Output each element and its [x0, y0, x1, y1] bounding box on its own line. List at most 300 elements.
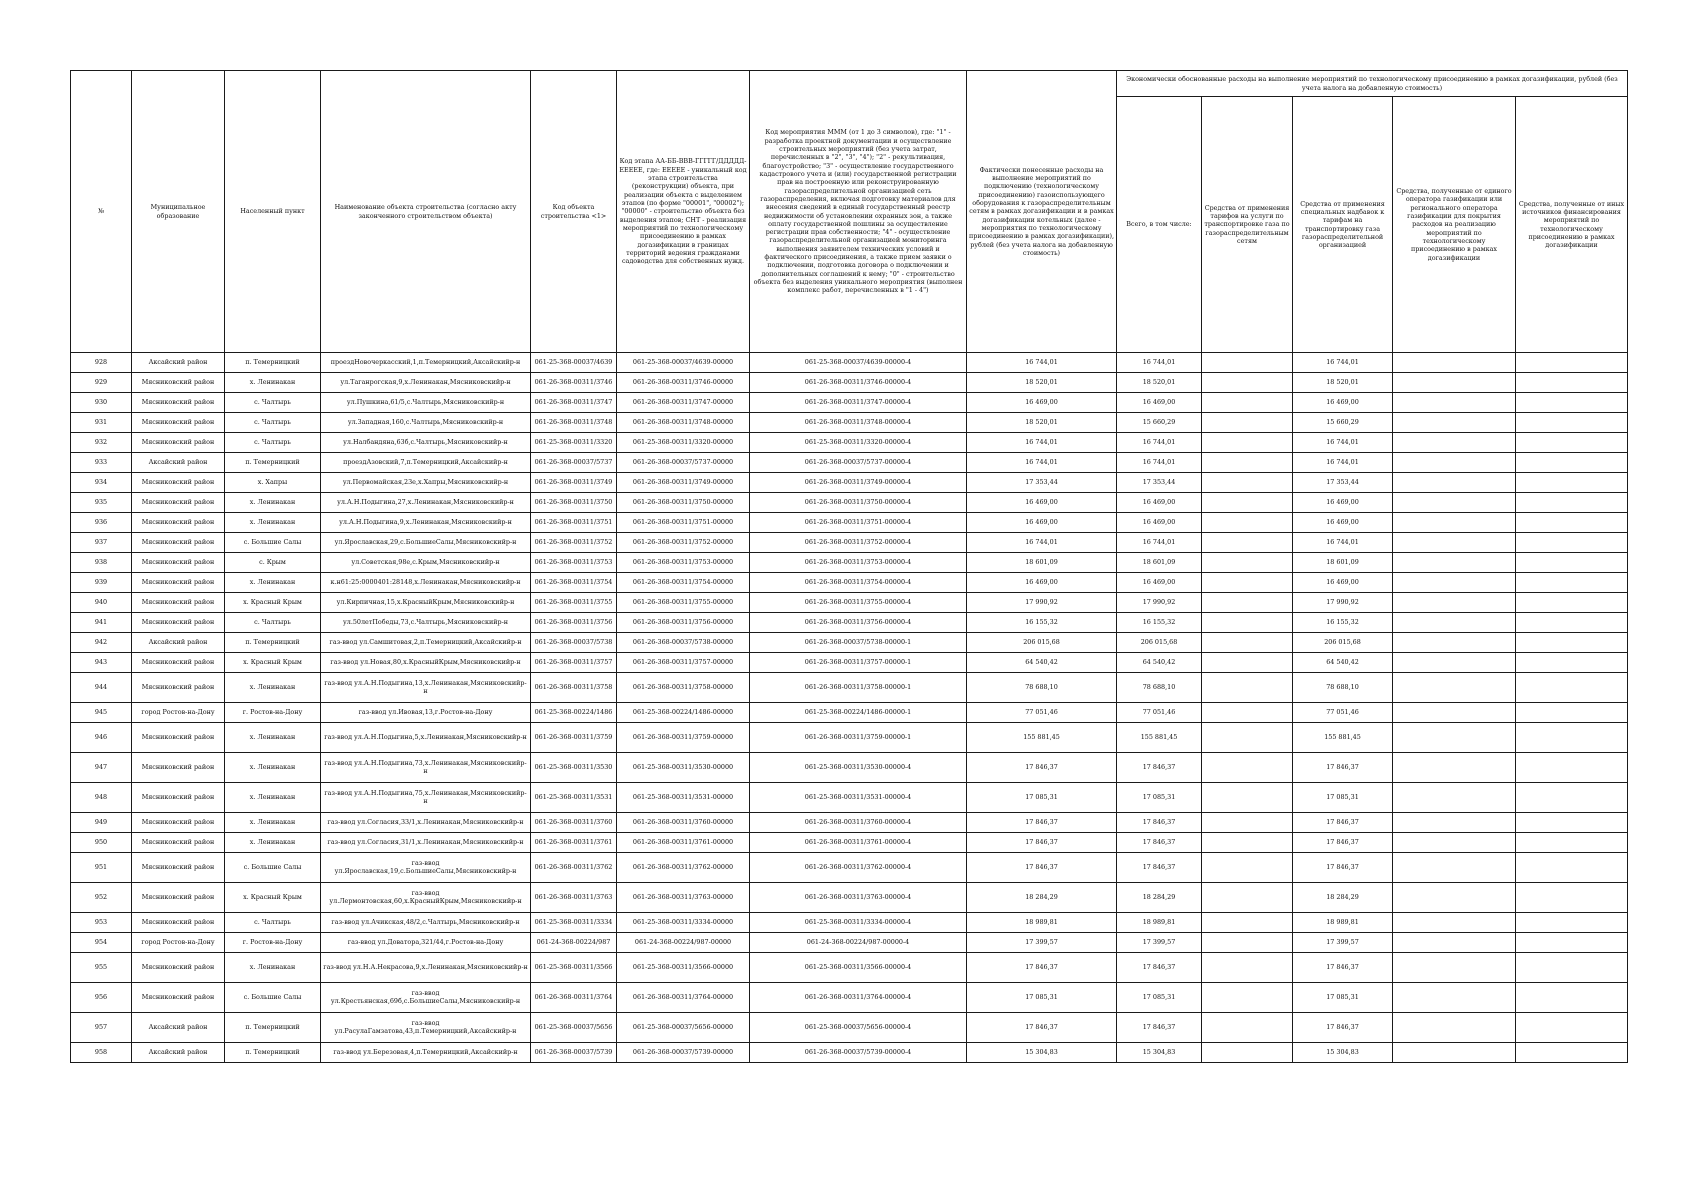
- single-operator-cell: [1393, 853, 1516, 883]
- object-code-cell: 061-25-368-00311/3566: [531, 953, 617, 983]
- single-operator-cell: [1393, 553, 1516, 573]
- table-row: [71, 753, 1628, 783]
- special-markups-cell: 206 015,68: [1293, 633, 1393, 653]
- single-operator-cell: [1393, 753, 1516, 783]
- total-cell: 18 284,29: [1117, 883, 1202, 913]
- actual-costs-cell: 17 846,37: [967, 813, 1117, 833]
- settlement-cell: с. Большие Салы: [225, 853, 321, 883]
- stage-code-cell: 061-26-368-00037/5737-00000: [617, 453, 750, 473]
- header-single-operator: Средства, полученные от единого оператора газификации или регионального оператора газификации для покрытия расходов на реализацию мероприятий по технологическому присоединению в рамках догазификации: [1393, 97, 1516, 353]
- row-number: 955: [71, 953, 132, 983]
- actual-costs-cell: 16 469,00: [967, 513, 1117, 533]
- other-sources-cell: [1516, 833, 1628, 853]
- single-operator-cell: [1393, 983, 1516, 1013]
- municipality-cell: Мясниковский район: [132, 373, 225, 393]
- tariff-transport-cell: [1202, 473, 1293, 493]
- row-number: 940: [71, 593, 132, 613]
- header-municipality: Муниципальное образование: [132, 71, 225, 353]
- object-name-cell: газ-ввод ул.Самшитовая,2,п.Темерницкий,Аксайскийр-н: [321, 633, 531, 653]
- object-code-cell: 061-24-368-00224/987: [531, 933, 617, 953]
- special-markups-cell: 15 660,29: [1293, 413, 1393, 433]
- stage-code-cell: 061-26-368-00311/3753-00000: [617, 553, 750, 573]
- object-code-cell: 061-26-368-00311/3749: [531, 473, 617, 493]
- total-cell: 16 744,01: [1117, 433, 1202, 453]
- row-number: 936: [71, 513, 132, 533]
- municipality-cell: город Ростов-на-Дону: [132, 703, 225, 723]
- municipality-cell: Мясниковский район: [132, 673, 225, 703]
- actual-costs-cell: 18 520,01: [967, 373, 1117, 393]
- row-number: 946: [71, 723, 132, 753]
- total-cell: 16 744,01: [1117, 453, 1202, 473]
- municipality-cell: Мясниковский район: [132, 833, 225, 853]
- tariff-transport-cell: [1202, 753, 1293, 783]
- special-markups-cell: 16 469,00: [1293, 573, 1393, 593]
- object-name-cell: газ-ввод ул.Н.А.Некрасова,9,х.Ленинакан,Мясниковскийр-н: [321, 953, 531, 983]
- actual-costs-cell: 17 353,44: [967, 473, 1117, 493]
- single-operator-cell: [1393, 633, 1516, 653]
- special-markups-cell: 17 846,37: [1293, 953, 1393, 983]
- actual-costs-cell: 16 744,01: [967, 353, 1117, 373]
- other-sources-cell: [1516, 983, 1628, 1013]
- single-operator-cell: [1393, 653, 1516, 673]
- tariff-transport-cell: [1202, 1043, 1293, 1063]
- row-number: 929: [71, 373, 132, 393]
- table-row: [71, 613, 1628, 633]
- stage-code-cell: 061-25-368-00311/3531-00000: [617, 783, 750, 813]
- other-sources-cell: [1516, 413, 1628, 433]
- other-sources-cell: [1516, 493, 1628, 513]
- stage-code-cell: 061-26-368-00037/5738-00000: [617, 633, 750, 653]
- event-code-cell: 061-25-368-00311/3334-00000-4: [750, 913, 967, 933]
- municipality-cell: Мясниковский район: [132, 913, 225, 933]
- other-sources-cell: [1516, 1013, 1628, 1043]
- object-name-cell: проездНовочеркасский,1,п.Темерницкий,Аксайскийр-н: [321, 353, 531, 373]
- event-code-cell: 061-26-368-00311/3758-00000-1: [750, 673, 967, 703]
- total-cell: 64 540,42: [1117, 653, 1202, 673]
- object-code-cell: 061-26-368-00311/3754: [531, 573, 617, 593]
- actual-costs-cell: 18 601,09: [967, 553, 1117, 573]
- single-operator-cell: [1393, 573, 1516, 593]
- table-row: [71, 933, 1628, 953]
- stage-code-cell: 061-26-368-00311/3748-00000: [617, 413, 750, 433]
- table-row: [71, 553, 1628, 573]
- object-code-cell: 061-26-368-00311/3761: [531, 833, 617, 853]
- event-code-cell: 061-25-368-00224/1486-00000-1: [750, 703, 967, 723]
- table-row: [71, 983, 1628, 1013]
- settlement-cell: х. Ленинакан: [225, 783, 321, 813]
- tariff-transport-cell: [1202, 723, 1293, 753]
- special-markups-cell: 15 304,83: [1293, 1043, 1393, 1063]
- row-number: 933: [71, 453, 132, 473]
- object-name-cell: ул.Налбандяна,63б,с.Чалтырь,Мясниковскийр-н: [321, 433, 531, 453]
- settlement-cell: с. Чалтырь: [225, 613, 321, 633]
- table-row: [71, 573, 1628, 593]
- other-sources-cell: [1516, 813, 1628, 833]
- table-body: [71, 353, 1628, 1063]
- municipality-cell: Аксайский район: [132, 1013, 225, 1043]
- municipality-cell: Мясниковский район: [132, 613, 225, 633]
- event-code-cell: 061-25-368-00311/3566-00000-4: [750, 953, 967, 983]
- row-number: 937: [71, 533, 132, 553]
- settlement-cell: с. Чалтырь: [225, 433, 321, 453]
- object-name-cell: газ-ввод ул.РасулаГамзатова,43,п.Темерницкий,Аксайскийр-н: [321, 1013, 531, 1043]
- municipality-cell: Мясниковский район: [132, 813, 225, 833]
- special-markups-cell: 16 469,00: [1293, 513, 1393, 533]
- dogasification-costs-table: [70, 70, 1628, 1063]
- object-code-cell: 061-26-368-00311/3756: [531, 613, 617, 633]
- row-number: 932: [71, 433, 132, 453]
- row-number: 930: [71, 393, 132, 413]
- header-actual-costs: Фактически понесенные расходы на выполнение мероприятий по подключению (технологическому присоединению) газоиспользующего оборудования к газораспределительным сетям в рамках догазификации и в рамках догазификации котельных (далее - мероприятия по технологическому присоединению в рамках догазификации), рублей (без учета налога на добавленную стоимость): [967, 71, 1117, 353]
- total-cell: 17 990,92: [1117, 593, 1202, 613]
- municipality-cell: Аксайский район: [132, 633, 225, 653]
- object-code-cell: 061-25-368-00311/3320: [531, 433, 617, 453]
- tariff-transport-cell: [1202, 413, 1293, 433]
- table-row: [71, 533, 1628, 553]
- settlement-cell: с. Крым: [225, 553, 321, 573]
- event-code-cell: 061-26-368-00311/3762-00000-4: [750, 853, 967, 883]
- actual-costs-cell: 17 399,57: [967, 933, 1117, 953]
- municipality-cell: Мясниковский район: [132, 573, 225, 593]
- settlement-cell: х. Ленинакан: [225, 513, 321, 533]
- header-num: №: [71, 71, 132, 353]
- total-cell: 17 846,37: [1117, 753, 1202, 783]
- total-cell: 18 989,81: [1117, 913, 1202, 933]
- table-row: [71, 633, 1628, 653]
- single-operator-cell: [1393, 723, 1516, 753]
- actual-costs-cell: 16 155,32: [967, 613, 1117, 633]
- settlement-cell: п. Темерницкий: [225, 353, 321, 373]
- municipality-cell: Мясниковский район: [132, 533, 225, 553]
- tariff-transport-cell: [1202, 513, 1293, 533]
- total-cell: 16 744,01: [1117, 533, 1202, 553]
- object-code-cell: 061-25-368-00311/3530: [531, 753, 617, 783]
- total-cell: 16 469,00: [1117, 573, 1202, 593]
- tariff-transport-cell: [1202, 833, 1293, 853]
- single-operator-cell: [1393, 513, 1516, 533]
- stage-code-cell: 061-25-368-00311/3320-00000: [617, 433, 750, 453]
- row-number: 952: [71, 883, 132, 913]
- event-code-cell: 061-24-368-00224/987-00000-4: [750, 933, 967, 953]
- other-sources-cell: [1516, 533, 1628, 553]
- other-sources-cell: [1516, 723, 1628, 753]
- stage-code-cell: 061-26-368-00311/3754-00000: [617, 573, 750, 593]
- other-sources-cell: [1516, 593, 1628, 613]
- event-code-cell: 061-26-368-00311/3754-00000-4: [750, 573, 967, 593]
- row-number: 942: [71, 633, 132, 653]
- object-name-cell: ул.Кирпичная,15,х.КрасныйКрым,Мясниковскийр-н: [321, 593, 531, 613]
- single-operator-cell: [1393, 1043, 1516, 1063]
- special-markups-cell: 155 881,45: [1293, 723, 1393, 753]
- row-number: 935: [71, 493, 132, 513]
- header-special-markups: Средства от применения специальных надбавок к тарифам на транспортировку газа газораспределительной организацией: [1293, 97, 1393, 353]
- settlement-cell: х. Красный Крым: [225, 653, 321, 673]
- table-row: [71, 393, 1628, 413]
- settlement-cell: х. Красный Крым: [225, 593, 321, 613]
- event-code-cell: 061-26-368-00311/3759-00000-1: [750, 723, 967, 753]
- single-operator-cell: [1393, 373, 1516, 393]
- municipality-cell: Аксайский район: [132, 453, 225, 473]
- total-cell: 15 304,83: [1117, 1043, 1202, 1063]
- row-number: 943: [71, 653, 132, 673]
- municipality-cell: Мясниковский район: [132, 783, 225, 813]
- object-code-cell: 061-25-368-00037/4639: [531, 353, 617, 373]
- actual-costs-cell: 17 846,37: [967, 753, 1117, 783]
- municipality-cell: Мясниковский район: [132, 853, 225, 883]
- settlement-cell: п. Темерницкий: [225, 453, 321, 473]
- tariff-transport-cell: [1202, 983, 1293, 1013]
- event-code-cell: 061-26-368-00311/3755-00000-4: [750, 593, 967, 613]
- stage-code-cell: 061-26-368-00311/3755-00000: [617, 593, 750, 613]
- tariff-transport-cell: [1202, 353, 1293, 373]
- municipality-cell: Аксайский район: [132, 1043, 225, 1063]
- settlement-cell: с. Большие Салы: [225, 983, 321, 1013]
- event-code-cell: 061-25-368-00037/4639-00000-4: [750, 353, 967, 373]
- total-cell: 16 155,32: [1117, 613, 1202, 633]
- object-name-cell: газ-ввод ул.Ачикская,48/2,с.Чалтырь,Мясниковскийр-н: [321, 913, 531, 933]
- object-name-cell: газ-ввод ул.Доватора,321/44,г.Ростов-на-Дону: [321, 933, 531, 953]
- table-row: [71, 833, 1628, 853]
- object-code-cell: 061-26-368-00311/3759: [531, 723, 617, 753]
- stage-code-cell: 061-26-368-00311/3760-00000: [617, 813, 750, 833]
- tariff-transport-cell: [1202, 813, 1293, 833]
- settlement-cell: х. Ленинакан: [225, 833, 321, 853]
- other-sources-cell: [1516, 433, 1628, 453]
- table-row: [71, 493, 1628, 513]
- stage-code-cell: 061-26-368-00037/5739-00000: [617, 1043, 750, 1063]
- object-name-cell: газ-ввод ул.А.Н.Подыгина,75,х.Ленинакан,Мясниковскийр-н: [321, 783, 531, 813]
- tariff-transport-cell: [1202, 703, 1293, 723]
- other-sources-cell: [1516, 613, 1628, 633]
- row-number: 951: [71, 853, 132, 883]
- other-sources-cell: [1516, 633, 1628, 653]
- other-sources-cell: [1516, 853, 1628, 883]
- special-markups-cell: 16 744,01: [1293, 433, 1393, 453]
- object-code-cell: 061-26-368-00311/3752: [531, 533, 617, 553]
- object-name-cell: газ-ввод ул.Согласия,31/1,х.Ленинакан,Мясниковскийр-н: [321, 833, 531, 853]
- event-code-cell: 061-26-368-00311/3760-00000-4: [750, 813, 967, 833]
- municipality-cell: Мясниковский район: [132, 393, 225, 413]
- settlement-cell: п. Темерницкий: [225, 1013, 321, 1043]
- table-row: [71, 413, 1628, 433]
- header-settlement: Населенный пункт: [225, 71, 321, 353]
- event-code-cell: 061-26-368-00311/3749-00000-4: [750, 473, 967, 493]
- object-code-cell: 061-26-368-00311/3750: [531, 493, 617, 513]
- event-code-cell: 061-26-368-00311/3764-00000-4: [750, 983, 967, 1013]
- tariff-transport-cell: [1202, 433, 1293, 453]
- stage-code-cell: 061-26-368-00311/3749-00000: [617, 473, 750, 493]
- stage-code-cell: 061-26-368-00311/3761-00000: [617, 833, 750, 853]
- municipality-cell: Мясниковский район: [132, 953, 225, 983]
- row-number: 944: [71, 673, 132, 703]
- object-code-cell: 061-25-368-00037/5656: [531, 1013, 617, 1043]
- total-cell: 17 846,37: [1117, 853, 1202, 883]
- municipality-cell: Мясниковский район: [132, 883, 225, 913]
- settlement-cell: х. Ленинакан: [225, 673, 321, 703]
- settlement-cell: п. Темерницкий: [225, 1043, 321, 1063]
- event-code-cell: 061-26-368-00311/3761-00000-4: [750, 833, 967, 853]
- special-markups-cell: 16 744,01: [1293, 453, 1393, 473]
- object-name-cell: ул.А.Н.Подыгина,27,х.Ленинакан,Мясниковскийр-н: [321, 493, 531, 513]
- single-operator-cell: [1393, 613, 1516, 633]
- event-code-cell: 061-25-368-00311/3530-00000-4: [750, 753, 967, 783]
- other-sources-cell: [1516, 513, 1628, 533]
- tariff-transport-cell: [1202, 913, 1293, 933]
- tariff-transport-cell: [1202, 393, 1293, 413]
- object-code-cell: 061-26-368-00037/5738: [531, 633, 617, 653]
- actual-costs-cell: 64 540,42: [967, 653, 1117, 673]
- header-row-1: [71, 71, 1628, 97]
- special-markups-cell: 16 155,32: [1293, 613, 1393, 633]
- settlement-cell: г. Ростов-на-Дону: [225, 703, 321, 723]
- object-name-cell: газ-ввод ул.А.Н.Подыгина,73,х.Ленинакан,Мясниковскийр-н: [321, 753, 531, 783]
- event-code-cell: 061-26-368-00311/3751-00000-4: [750, 513, 967, 533]
- total-cell: 77 051,46: [1117, 703, 1202, 723]
- event-code-cell: 061-26-368-00311/3763-00000-4: [750, 883, 967, 913]
- actual-costs-cell: 77 051,46: [967, 703, 1117, 723]
- event-code-cell: 061-26-368-00311/3750-00000-4: [750, 493, 967, 513]
- municipality-cell: Мясниковский район: [132, 593, 225, 613]
- actual-costs-cell: 17 990,92: [967, 593, 1117, 613]
- tariff-transport-cell: [1202, 373, 1293, 393]
- special-markups-cell: 17 085,31: [1293, 983, 1393, 1013]
- stage-code-cell: 061-26-368-00311/3750-00000: [617, 493, 750, 513]
- settlement-cell: х. Хапры: [225, 473, 321, 493]
- header-economic-group: Экономически обоснованные расходы на выполнение мероприятий по технологическому присоединению в рамках догазификации, рублей (без учета налога на добавленную стоимость): [1117, 71, 1628, 97]
- special-markups-cell: 18 520,01: [1293, 373, 1393, 393]
- object-code-cell: 061-26-368-00311/3748: [531, 413, 617, 433]
- total-cell: 17 846,37: [1117, 813, 1202, 833]
- object-code-cell: 061-25-368-00311/3334: [531, 913, 617, 933]
- actual-costs-cell: 16 469,00: [967, 493, 1117, 513]
- object-code-cell: 061-26-368-00037/5739: [531, 1043, 617, 1063]
- object-code-cell: 061-25-368-00224/1486: [531, 703, 617, 723]
- other-sources-cell: [1516, 953, 1628, 983]
- object-name-cell: ул.Первомайская,23е,х.Хапры,Мясниковскийр-н: [321, 473, 531, 493]
- municipality-cell: Мясниковский район: [132, 753, 225, 783]
- other-sources-cell: [1516, 573, 1628, 593]
- object-name-cell: газ-ввод ул.Ярославская,19,с.БольшиеСалы,Мясниковскийр-н: [321, 853, 531, 883]
- table-row: [71, 953, 1628, 983]
- object-name-cell: ул.Западная,160,с.Чалтырь,Мясниковскийр-н: [321, 413, 531, 433]
- event-code-cell: 061-26-368-00037/5739-00000-4: [750, 1043, 967, 1063]
- total-cell: 16 469,00: [1117, 513, 1202, 533]
- settlement-cell: с. Большие Салы: [225, 533, 321, 553]
- total-cell: 17 846,37: [1117, 1013, 1202, 1043]
- tariff-transport-cell: [1202, 883, 1293, 913]
- stage-code-cell: 061-26-368-00311/3763-00000: [617, 883, 750, 913]
- row-number: 949: [71, 813, 132, 833]
- event-code-cell: 061-26-368-00311/3757-00000-1: [750, 653, 967, 673]
- settlement-cell: х. Ленинакан: [225, 813, 321, 833]
- stage-code-cell: 061-26-368-00311/3764-00000: [617, 983, 750, 1013]
- total-cell: 18 601,09: [1117, 553, 1202, 573]
- single-operator-cell: [1393, 1013, 1516, 1043]
- actual-costs-cell: 155 881,45: [967, 723, 1117, 753]
- event-code-cell: 061-25-368-00311/3531-00000-4: [750, 783, 967, 813]
- object-code-cell: 061-26-368-00311/3751: [531, 513, 617, 533]
- object-code-cell: 061-26-368-00311/3763: [531, 883, 617, 913]
- stage-code-cell: 061-26-368-00311/3757-00000: [617, 653, 750, 673]
- object-name-cell: ул.Таганрогская,9,х.Ленинакан,Мясниковскийр-н: [321, 373, 531, 393]
- single-operator-cell: [1393, 833, 1516, 853]
- row-number: 934: [71, 473, 132, 493]
- table-row: [71, 373, 1628, 393]
- object-name-cell: к.н61:25:0000401:28148,х.Ленинакан,Мясниковскийр-н: [321, 573, 531, 593]
- single-operator-cell: [1393, 413, 1516, 433]
- municipality-cell: Мясниковский район: [132, 433, 225, 453]
- stage-code-cell: 061-24-368-00224/987-00000: [617, 933, 750, 953]
- table-row: [71, 703, 1628, 723]
- actual-costs-cell: 16 744,01: [967, 433, 1117, 453]
- municipality-cell: Мясниковский район: [132, 473, 225, 493]
- event-code-cell: 061-25-368-00037/5656-00000-4: [750, 1013, 967, 1043]
- special-markups-cell: 18 284,29: [1293, 883, 1393, 913]
- row-number: 931: [71, 413, 132, 433]
- table-row: [71, 813, 1628, 833]
- other-sources-cell: [1516, 553, 1628, 573]
- other-sources-cell: [1516, 913, 1628, 933]
- total-cell: 16 469,00: [1117, 493, 1202, 513]
- settlement-cell: х. Ленинакан: [225, 953, 321, 983]
- single-operator-cell: [1393, 493, 1516, 513]
- row-number: 939: [71, 573, 132, 593]
- other-sources-cell: [1516, 353, 1628, 373]
- single-operator-cell: [1393, 883, 1516, 913]
- special-markups-cell: 17 846,37: [1293, 833, 1393, 853]
- table-row: [71, 653, 1628, 673]
- actual-costs-cell: 17 846,37: [967, 833, 1117, 853]
- tariff-transport-cell: [1202, 573, 1293, 593]
- settlement-cell: с. Чалтырь: [225, 913, 321, 933]
- single-operator-cell: [1393, 703, 1516, 723]
- row-number: 938: [71, 553, 132, 573]
- actual-costs-cell: 18 284,29: [967, 883, 1117, 913]
- actual-costs-cell: 17 085,31: [967, 983, 1117, 1013]
- special-markups-cell: 17 846,37: [1293, 753, 1393, 783]
- object-code-cell: 061-26-368-00311/3753: [531, 553, 617, 573]
- single-operator-cell: [1393, 353, 1516, 373]
- row-number: 947: [71, 753, 132, 783]
- tariff-transport-cell: [1202, 453, 1293, 473]
- event-code-cell: 061-26-368-00037/5737-00000-4: [750, 453, 967, 473]
- event-code-cell: 061-26-368-00037/5738-00000-1: [750, 633, 967, 653]
- total-cell: 155 881,45: [1117, 723, 1202, 753]
- special-markups-cell: 77 051,46: [1293, 703, 1393, 723]
- special-markups-cell: 17 846,37: [1293, 813, 1393, 833]
- table-row: [71, 1013, 1628, 1043]
- other-sources-cell: [1516, 1043, 1628, 1063]
- stage-code-cell: 061-25-368-00037/4639-00000: [617, 353, 750, 373]
- object-code-cell: 061-26-368-00311/3757: [531, 653, 617, 673]
- tariff-transport-cell: [1202, 933, 1293, 953]
- object-code-cell: 061-26-368-00311/3764: [531, 983, 617, 1013]
- object-code-cell: 061-25-368-00311/3531: [531, 783, 617, 813]
- total-cell: 78 688,10: [1117, 673, 1202, 703]
- single-operator-cell: [1393, 593, 1516, 613]
- special-markups-cell: 17 846,37: [1293, 1013, 1393, 1043]
- object-code-cell: 061-26-368-00311/3762: [531, 853, 617, 883]
- settlement-cell: х. Ленинакан: [225, 723, 321, 753]
- stage-code-cell: 061-26-368-00311/3762-00000: [617, 853, 750, 883]
- event-code-cell: 061-26-368-00311/3752-00000-4: [750, 533, 967, 553]
- actual-costs-cell: 18 989,81: [967, 913, 1117, 933]
- special-markups-cell: 17 085,31: [1293, 783, 1393, 813]
- tariff-transport-cell: [1202, 673, 1293, 703]
- stage-code-cell: 061-25-368-00311/3334-00000: [617, 913, 750, 933]
- tariff-transport-cell: [1202, 593, 1293, 613]
- table-row: [71, 513, 1628, 533]
